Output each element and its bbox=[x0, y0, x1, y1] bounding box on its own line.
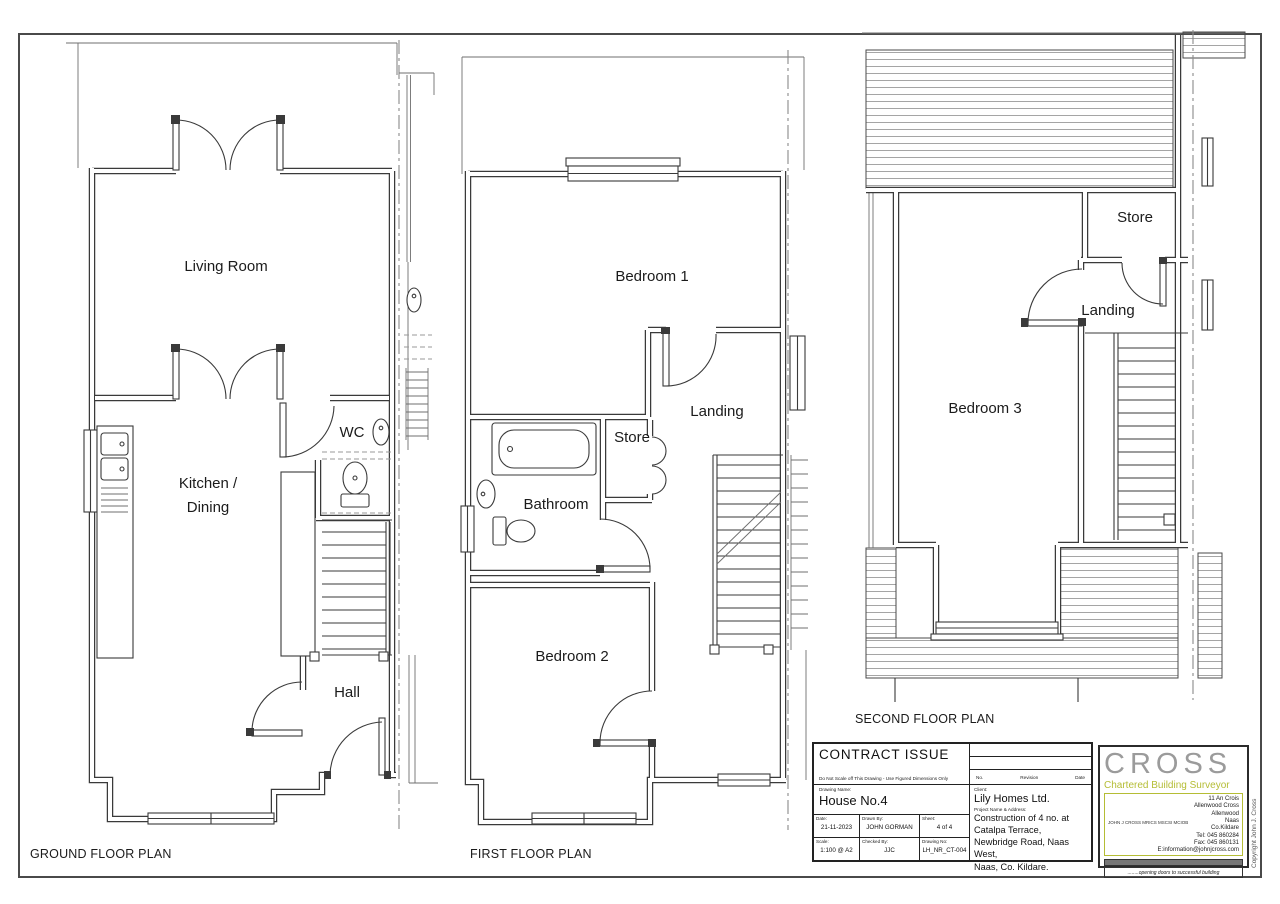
logo-wordmark: CROSS bbox=[1104, 748, 1233, 780]
first-floor-stairs bbox=[710, 455, 783, 654]
project-address bbox=[974, 812, 1087, 873]
window bbox=[461, 506, 474, 552]
client-label: Client: bbox=[974, 787, 988, 792]
scale-cell bbox=[814, 838, 860, 861]
title-block bbox=[812, 742, 1093, 872]
date-cell bbox=[814, 815, 860, 838]
room-label-landing1: Landing bbox=[690, 403, 744, 420]
client-cell bbox=[970, 785, 1091, 872]
checked-by-label: Checked By: bbox=[862, 838, 889, 844]
bathroom-door bbox=[596, 519, 650, 573]
meta-grid bbox=[814, 815, 970, 860]
address-line: 11 An Crois bbox=[1208, 796, 1239, 802]
wc-door bbox=[280, 403, 334, 457]
room-label-bedroom2: Bedroom 2 bbox=[535, 648, 609, 665]
hall-door bbox=[246, 682, 302, 736]
checked-by-cell bbox=[860, 838, 920, 861]
checked-by-value: JJC bbox=[884, 846, 895, 854]
adjoining-house-fragment bbox=[790, 336, 808, 780]
sheet-label: Sheet: bbox=[922, 816, 936, 821]
drawing-no-value: LH_NR_CT-004 bbox=[922, 846, 967, 854]
project-line: Catalpa Terrace, bbox=[974, 825, 1042, 836]
project-label: Project Name & Address: bbox=[974, 807, 1027, 812]
store-door bbox=[1122, 257, 1167, 306]
ground-stairs bbox=[310, 520, 392, 661]
revision-table bbox=[970, 744, 1091, 785]
bedroom2-door bbox=[593, 691, 656, 747]
project-line: Newbridge Road, Naas West, bbox=[974, 837, 1069, 860]
dormer-window bbox=[931, 622, 1063, 640]
window bbox=[718, 774, 770, 786]
bay-window bbox=[148, 813, 274, 824]
drawing-name-cell bbox=[814, 785, 970, 815]
room-label-wc: WC bbox=[339, 424, 365, 441]
bath-icon bbox=[492, 423, 596, 475]
window bbox=[84, 430, 97, 512]
rev-col-date: Date bbox=[1075, 774, 1085, 780]
second-floor-stairs bbox=[1085, 333, 1188, 540]
first-floor-plan-title: FIRST FLOOR PLAN bbox=[470, 847, 592, 861]
drawing-name-value: House No.4 bbox=[819, 793, 888, 808]
issue-status: CONTRACT ISSUE bbox=[819, 747, 950, 762]
toilet-icon bbox=[493, 517, 535, 545]
drawn-by-cell bbox=[860, 815, 920, 838]
scale-value: 1:100 @ A2 bbox=[820, 846, 853, 854]
drawing-no-label: Drawing No: bbox=[922, 838, 948, 844]
bedroom1-door bbox=[661, 327, 716, 386]
contract-issue-cell bbox=[814, 744, 970, 785]
surveyor-logo bbox=[1098, 745, 1249, 876]
room-label-bedroom3: Bedroom 3 bbox=[948, 400, 1022, 417]
second-floor-plan-linework bbox=[862, 30, 1245, 702]
room-label-bathroom: Bathroom bbox=[523, 496, 589, 513]
store-bifold-doors bbox=[652, 437, 666, 494]
sheet-cell bbox=[920, 815, 969, 838]
adjoining-house-fragment bbox=[399, 73, 438, 783]
scale-label: Scale: bbox=[816, 838, 829, 844]
drawing-name-label: Drawing Name: bbox=[819, 787, 852, 792]
date-label: Date: bbox=[816, 816, 827, 821]
address-line: Naas bbox=[1224, 817, 1239, 824]
logo-tagline: Chartered Building Surveyor bbox=[1104, 780, 1230, 791]
surveyor-name: JOHN J CROSS MRICS MSCSI MCIOB bbox=[1108, 820, 1189, 825]
project-line: Naas, Co. Kildare. bbox=[974, 861, 1049, 872]
scale-note: Do Not Scale off This Drawing - Use Figured Dimensions Only bbox=[819, 776, 949, 781]
room-label-store1: Store bbox=[614, 429, 650, 446]
rev-col-no: No. bbox=[976, 774, 984, 780]
client-name: Lily Homes Ltd. bbox=[974, 793, 1050, 805]
room-label-landing2: Landing bbox=[1081, 302, 1135, 319]
adjoining-house-fragment bbox=[1202, 138, 1213, 330]
kitchen-sink-icon bbox=[97, 426, 133, 658]
bedroom3-door bbox=[1021, 269, 1086, 327]
wc-sink-icon bbox=[373, 419, 389, 445]
address-line: Co.Kildare bbox=[1210, 825, 1239, 832]
double-doors-living-kitchen bbox=[171, 344, 285, 399]
address-line: Allenwood bbox=[1211, 810, 1239, 817]
stair-enclosure bbox=[281, 472, 315, 656]
room-label-dining: Dining bbox=[186, 499, 230, 516]
logo-motto: ........opening doors to successful building bbox=[1104, 867, 1243, 878]
address-line: E:information@johnjcross.com bbox=[1157, 847, 1239, 854]
room-label-kitchen: Kitchen / bbox=[178, 475, 238, 492]
drawn-by-value: JOHN GORMAN bbox=[866, 824, 913, 831]
sheet-value: 4 of 4 bbox=[936, 824, 953, 831]
french-doors bbox=[171, 115, 285, 170]
address-line: Tel: 045 860284 bbox=[1196, 832, 1239, 839]
second-floor-plan-title: SECOND FLOOR PLAN bbox=[855, 712, 995, 726]
bay-window bbox=[532, 813, 636, 824]
room-label-store2: Store bbox=[1117, 209, 1153, 226]
address-line: Fax: 045 860131 bbox=[1193, 839, 1239, 846]
front-door bbox=[324, 718, 391, 779]
drawn-by-label: Drawn By: bbox=[862, 816, 884, 821]
bathroom-sink-icon bbox=[477, 480, 495, 508]
room-label-bedroom1: Bedroom 1 bbox=[615, 268, 689, 285]
date-value: 21-11-2023 bbox=[820, 824, 853, 831]
room-label-hall: Hall bbox=[334, 684, 360, 701]
address-line: Allenwood Cross bbox=[1193, 803, 1239, 810]
window bbox=[566, 158, 680, 181]
rev-col-revision: Revision bbox=[1020, 774, 1039, 780]
ground-floor-plan-title: GROUND FLOOR PLAN bbox=[30, 847, 172, 861]
copyright-text: Copyright John J. Cross bbox=[1251, 798, 1258, 868]
room-label-living-room: Living Room bbox=[184, 258, 268, 275]
project-line: Construction of 4 no. at bbox=[974, 813, 1069, 823]
toilet-icon bbox=[341, 462, 369, 507]
drawing-no-cell bbox=[920, 838, 969, 861]
logo-contact-panel bbox=[1104, 793, 1243, 856]
logo-divider-bar bbox=[1104, 859, 1243, 866]
ground-floor-plan-linework bbox=[66, 40, 438, 830]
surveyor-address bbox=[1158, 796, 1239, 855]
